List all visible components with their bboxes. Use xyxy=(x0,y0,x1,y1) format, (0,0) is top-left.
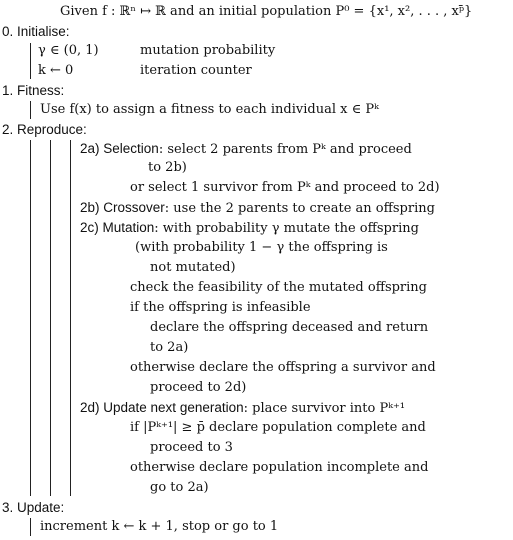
mutation-line xyxy=(80,218,419,239)
step-initialise-label: 0. Initialise: xyxy=(2,24,70,39)
selection-line xyxy=(80,139,412,160)
selection-continuation: to 2b) xyxy=(148,160,187,175)
gamma-description: mutation probability xyxy=(140,43,276,58)
mutation-paren-2: not mutated) xyxy=(150,260,236,275)
step-fitness-bar xyxy=(30,101,31,119)
population-complete-condition: if |Pᵏ⁺¹| ≥ p̄ declare population complete and xyxy=(130,420,426,435)
crossover-heading: 2b) Crossover xyxy=(80,200,165,215)
algorithm-intro: Given f : ℝⁿ ↦ ℝ and an initial population P⁰ = {x¹, x², . . . , xᵖ̄} xyxy=(60,4,473,19)
step-update-bar xyxy=(30,518,31,536)
crossover-text: : use the 2 parents to create an offspring xyxy=(164,201,435,216)
deceased-action: declare the offspring deceased and return xyxy=(150,320,429,335)
infeasible-condition: if the offspring is infeasible xyxy=(130,300,311,315)
population-incomplete: otherwise declare population incomplete and xyxy=(130,460,429,475)
fitness-line: Use f(x) to assign a fitness to each individual x ∈ Pᵏ xyxy=(40,102,379,117)
step-reproduce-label: 2. Reproduce: xyxy=(2,122,87,137)
selection-alternative: or select 1 survivor from Pᵏ and proceed to 2d) xyxy=(130,180,440,195)
step-reproduce-bar-2 xyxy=(50,140,51,496)
k-init: k ← 0 xyxy=(38,63,74,78)
step-reproduce-bar-3 xyxy=(70,140,71,496)
selection-heading: 2a) Selection xyxy=(80,141,159,156)
go-to-2a: go to 2a) xyxy=(150,480,209,495)
mutation-paren-1: (with probability 1 − γ the offspring is xyxy=(135,240,388,255)
selection-text: : select 2 parents from Pᵏ and proceed xyxy=(158,142,412,157)
step-update-label: 3. Update: xyxy=(2,500,65,515)
step-initialise-bar xyxy=(30,43,31,79)
mutation-text: : with probability γ mutate the offspring xyxy=(154,221,419,236)
crossover-line xyxy=(80,198,435,219)
update-generation-text: : place survivor into Pᵏ⁺¹ xyxy=(243,401,406,416)
return-to-2a: to 2a) xyxy=(150,340,189,355)
proceed-to-2d: proceed to 2d) xyxy=(150,380,247,395)
update-line: increment k ← k + 1, stop or go to 1 xyxy=(40,519,279,534)
gamma-range: γ ∈ (0, 1) xyxy=(38,43,99,58)
proceed-to-3: proceed to 3 xyxy=(150,440,233,455)
step-reproduce-bar-1 xyxy=(30,140,31,496)
mutation-heading: 2c) Mutation xyxy=(80,220,155,235)
k-description: iteration counter xyxy=(140,63,252,78)
feasibility-check: check the feasibility of the mutated offspring xyxy=(130,280,428,295)
survivor-action: otherwise declare the offspring a survivor and xyxy=(130,360,436,375)
step-fitness-label: 1. Fitness: xyxy=(2,83,65,98)
update-generation-heading: 2d) Update next generation xyxy=(80,400,244,415)
update-generation-line xyxy=(80,398,405,419)
